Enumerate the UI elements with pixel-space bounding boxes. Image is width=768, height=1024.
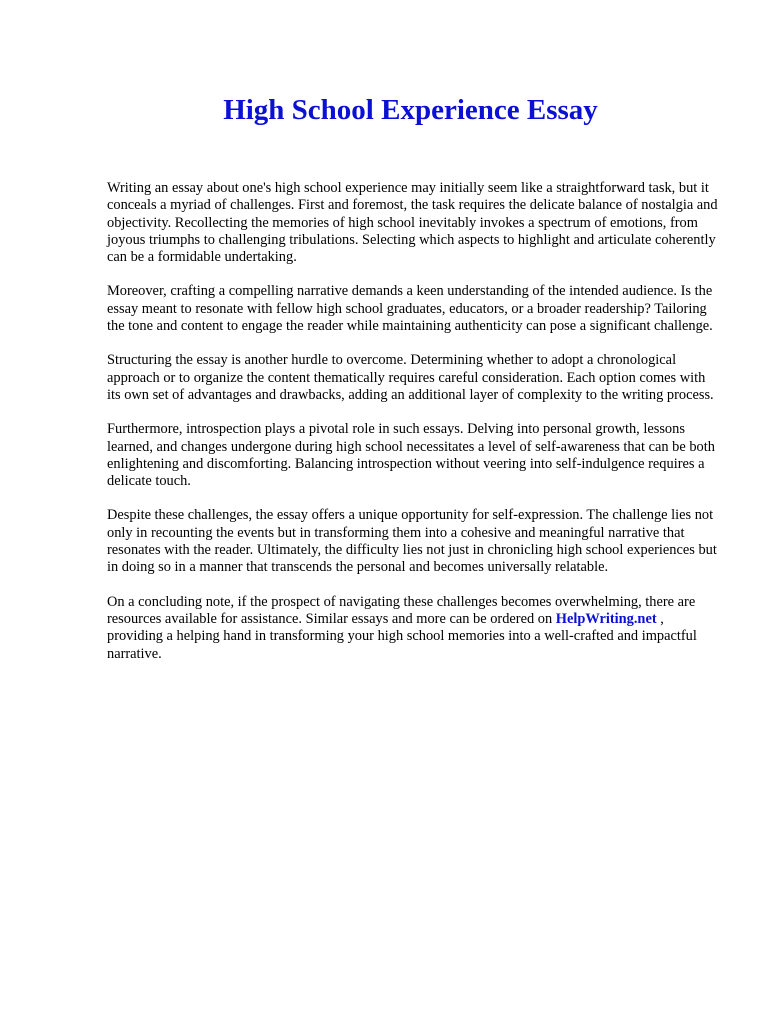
- essay-body: [107, 180, 719, 680]
- paragraph-4: Furthermore, introspection plays a pivotal role in such essays. Delving into personal growth, lessons learned, and changes undergone during high school necessitates a level of self-awareness that can be both enlightening and discomforting. Balancing introspection without veering into self-indulgence requires a delicate touch.: [107, 421, 715, 490]
- helpwriting-link[interactable]: HelpWriting.net: [555, 610, 657, 627]
- closing-paragraph: [107, 594, 719, 663]
- paragraph-5: Despite these challenges, the essay offers a unique opportunity for self-expression. The challenge lies not only in recounting the events but in transforming them into a cohesive and meaningful narrative that resonates with the reader. Ultimately, the difficulty lies not just in chronicling high school experiences but in doing so in a manner that transcends the personal and becomes universally relatable.: [107, 507, 717, 576]
- paragraph-1: Writing an essay about one's high school experience may initially seem like a straightforward task, but it conceals a myriad of challenges. First and foremost, the task requires the delicate balance of nostalgia and objectivity. Recollecting the memories of high school inevitably invokes a spectrum of emotions, from joyous triumphs to challenging tribulations. Selecting which aspects to highlight and articulate coherently can be a formidable undertaking.: [107, 180, 718, 266]
- paragraph-3: Structuring the essay is another hurdle to overcome. Determining whether to adopt a chronological approach or to organize the content thematically requires careful consideration. Each option comes with its own set of advantages and drawbacks, adding an additional layer of complexity to the writing process.: [107, 352, 714, 403]
- page-title: High School Experience Essay: [223, 94, 598, 126]
- paragraph-2: Moreover, crafting a compelling narrative demands a keen understanding of the intended audience. Is the essay meant to resonate with fellow high school graduates, educators, or a broader readership? Tailoring the tone and content to engage the reader while maintaining authenticity can pose a significant challenge.: [107, 283, 713, 335]
- closing-text-after-link: , providing a helping hand in transforming your high school memories into a well-crafted and impactful narrative.: [107, 610, 697, 662]
- closing-text-before-link: On a concluding note, if the prospect of navigating these challenges becomes overwhelming, there are resources available for assistance. Similar essays and more can be ordered on: [107, 593, 696, 627]
